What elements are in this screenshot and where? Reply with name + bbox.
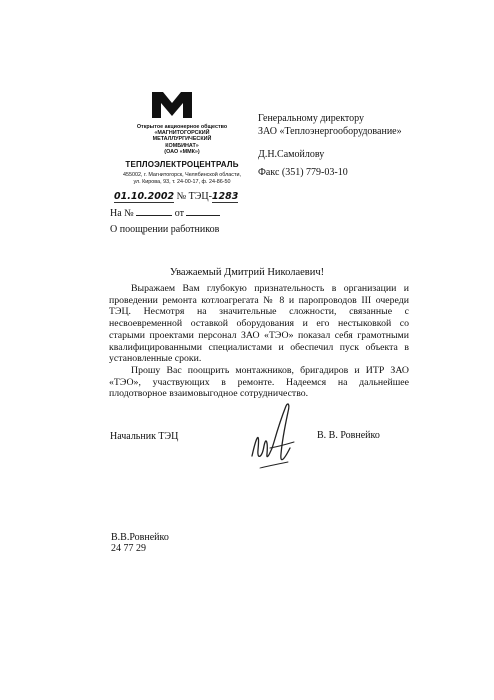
recipient-name: Д.Н.Самойлову — [258, 149, 325, 160]
mmk-logo — [152, 88, 192, 118]
address-line: ул. Кирова, 93, т. 24-00-17, ф. 24-86-50 — [133, 179, 231, 185]
greeting: Уважаемый Дмитрий Николаевич! — [169, 267, 325, 278]
org-line: (ОАО «ММК») — [164, 148, 200, 155]
letter-subject: О поощрении работников — [110, 224, 220, 235]
org-line: КОМБИНАТ» — [165, 142, 199, 149]
body-paragraph: Прошу Вас поощрить монтажников, бригадиров и ИТР ЗАО «ТЭО», участвующих в ремонте. Надеемся на дальнейшее плодотворное взаимовыгодное сотрудничество. — [109, 364, 409, 400]
org-line: «МАГНИТОГОРСКИЙ — [154, 130, 210, 137]
recipient-block — [258, 113, 402, 138]
org-line: МЕТАЛЛУРГИЧЕСКИЙ — [152, 136, 212, 143]
executor-name: В.В.Ровнейко — [111, 532, 169, 543]
org-line: Открытое акционерное общество — [136, 124, 228, 130]
signatory-name: В. В. Ровнейко — [317, 430, 380, 441]
na-label: На № — [110, 208, 134, 219]
recipient-line: Генеральному директору — [258, 113, 365, 124]
body-paragraph: Выражаем Вам глубокую признательность в организации и проведении ремонта котлоагрегата № 8 и паропроводов III очереди ТЭЦ. Несмотря на значительные сложности, связанные с несвоевременной оставкой оборудования и его нестыковкой со старыми проектами персонал ЗАО «ТЭО» показал себя грамотными квалифицированными специалистами и обеспечил пуск объекта в установленные сроки. — [109, 283, 409, 365]
address-line: 455002, г. Магнитогорск, Челябинской области, — [123, 172, 241, 178]
ot-blank — [186, 215, 220, 216]
handwritten-signature — [248, 398, 300, 476]
org-address — [108, 172, 256, 186]
executor-phone: 24 77 29 — [111, 543, 146, 554]
division-name: ТЕПЛОЭЛЕКТРОЦЕНТРАЛЬ — [125, 160, 239, 169]
letter-body — [109, 283, 409, 400]
outgoing-number-value: 1283 — [211, 191, 239, 202]
recipient-line: ЗАО «Теплоэнергооборудование» — [258, 125, 402, 137]
outgoing-date: 01.10.2002 — [114, 191, 175, 202]
signatory-title: Начальник ТЭЦ — [110, 431, 179, 442]
na-blank — [136, 215, 172, 216]
outgoing-number — [114, 191, 238, 202]
executor-block — [111, 532, 169, 554]
outgoing-number-label: № ТЭЦ- — [176, 191, 212, 202]
ot-label: от — [174, 208, 184, 219]
org-name-block — [108, 124, 256, 155]
reply-reference — [110, 208, 220, 219]
recipient-fax: Факс (351) 779-03-10 — [258, 167, 348, 178]
